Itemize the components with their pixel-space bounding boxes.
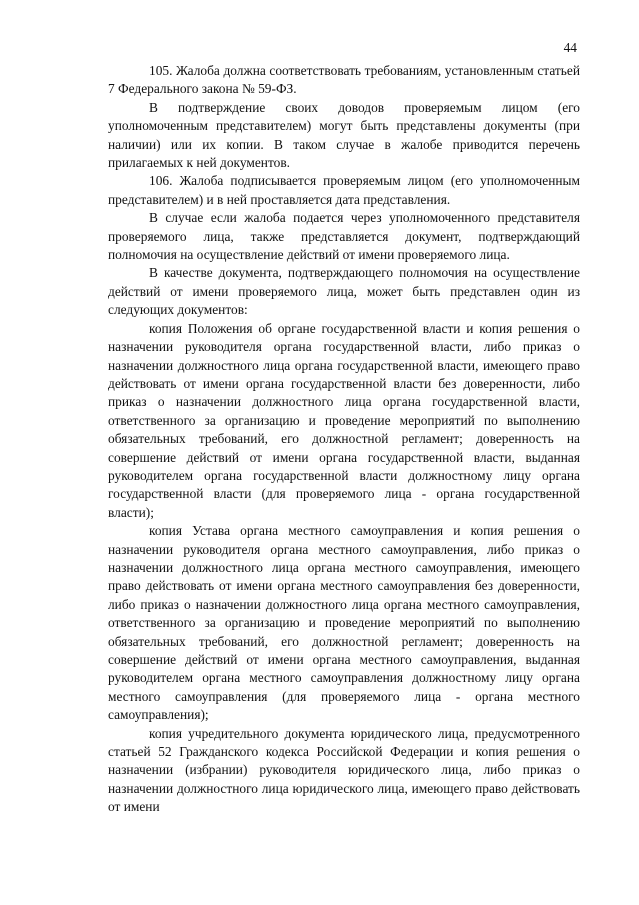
list-item-state-authority: копия Положения об органе государственной власти и копия решения о назначении руководителя органа государственной власти, либо приказ о назначении должностного лица органа государственной власти, имеющего право действовать от имени органа государственной власти без доверенности, либо приказ о назначении должностного лица органа государственной власти, ответственного за организацию и проведение мероприятий по выполнению обязательных требований, его должностной регламент; доверенность на совершение действий от имени органа государственной власти, выданная руководителем органа государственной власти должностному лицу органа государственной власти (для проверяемого лица - органа государственной власти); <box>108 320 580 520</box>
list-item-legal-entity: копия учредительного документа юридического лица, предусмотренного статьей 52 Гражданского кодекса Российской Федерации и копия решения о назначении (избрании) руководителя юридического лица, либо приказ о назначении должностного лица юридического лица, имеющего право действовать от имени <box>108 725 580 815</box>
paragraph-representative: В случае если жалоба подается через уполномоченного представителя проверяемого лица, также представляется документ, подтверждающий полномочия на осуществление действий от имени проверяемого лица. <box>108 210 580 263</box>
paragraph-supporting-documents: В подтверждение своих доводов проверяемым лицом (его уполномоченным представителем) могут быть представлены документы (при наличии) или их копии. В таком случае в жалобе приводится перечень прилагаемых к ней документов. <box>108 99 580 171</box>
document-body <box>108 62 580 817</box>
paragraph-105: 105. Жалоба должна соответствовать требованиям, установленным статьей 7 Федерального закона № 59-ФЗ. <box>108 63 580 97</box>
list-item-local-government: копия Устава органа местного самоуправления и копия решения о назначении руководителя органа местного самоуправления, либо приказ о назначении должностного лица органа местного самоуправления, имеющего право действовать от имени органа местного самоуправления без доверенности, либо приказ о назначении должностного лица органа местного самоуправления, ответственного за организацию и проведение мероприятий по выполнению обязательных требований, его должностной регламент; доверенность на совершение действий от имени органа местного самоуправления, выданная руководителем органа местного самоуправления должностному лицу органа местного самоуправления (для проверяемого лица - органа местного самоуправления); <box>108 523 580 723</box>
paragraph-authority-documents-intro: В качестве документа, подтверждающего полномочия на осуществление действий от имени проверяемого лица, может быть представлен один из следующих документов: <box>108 265 580 318</box>
page-number: 44 <box>563 40 577 55</box>
paragraph-106: 106. Жалоба подписывается проверяемым лицом (его уполномоченным представителем) и в ней проставляется дата представления. <box>108 173 580 207</box>
